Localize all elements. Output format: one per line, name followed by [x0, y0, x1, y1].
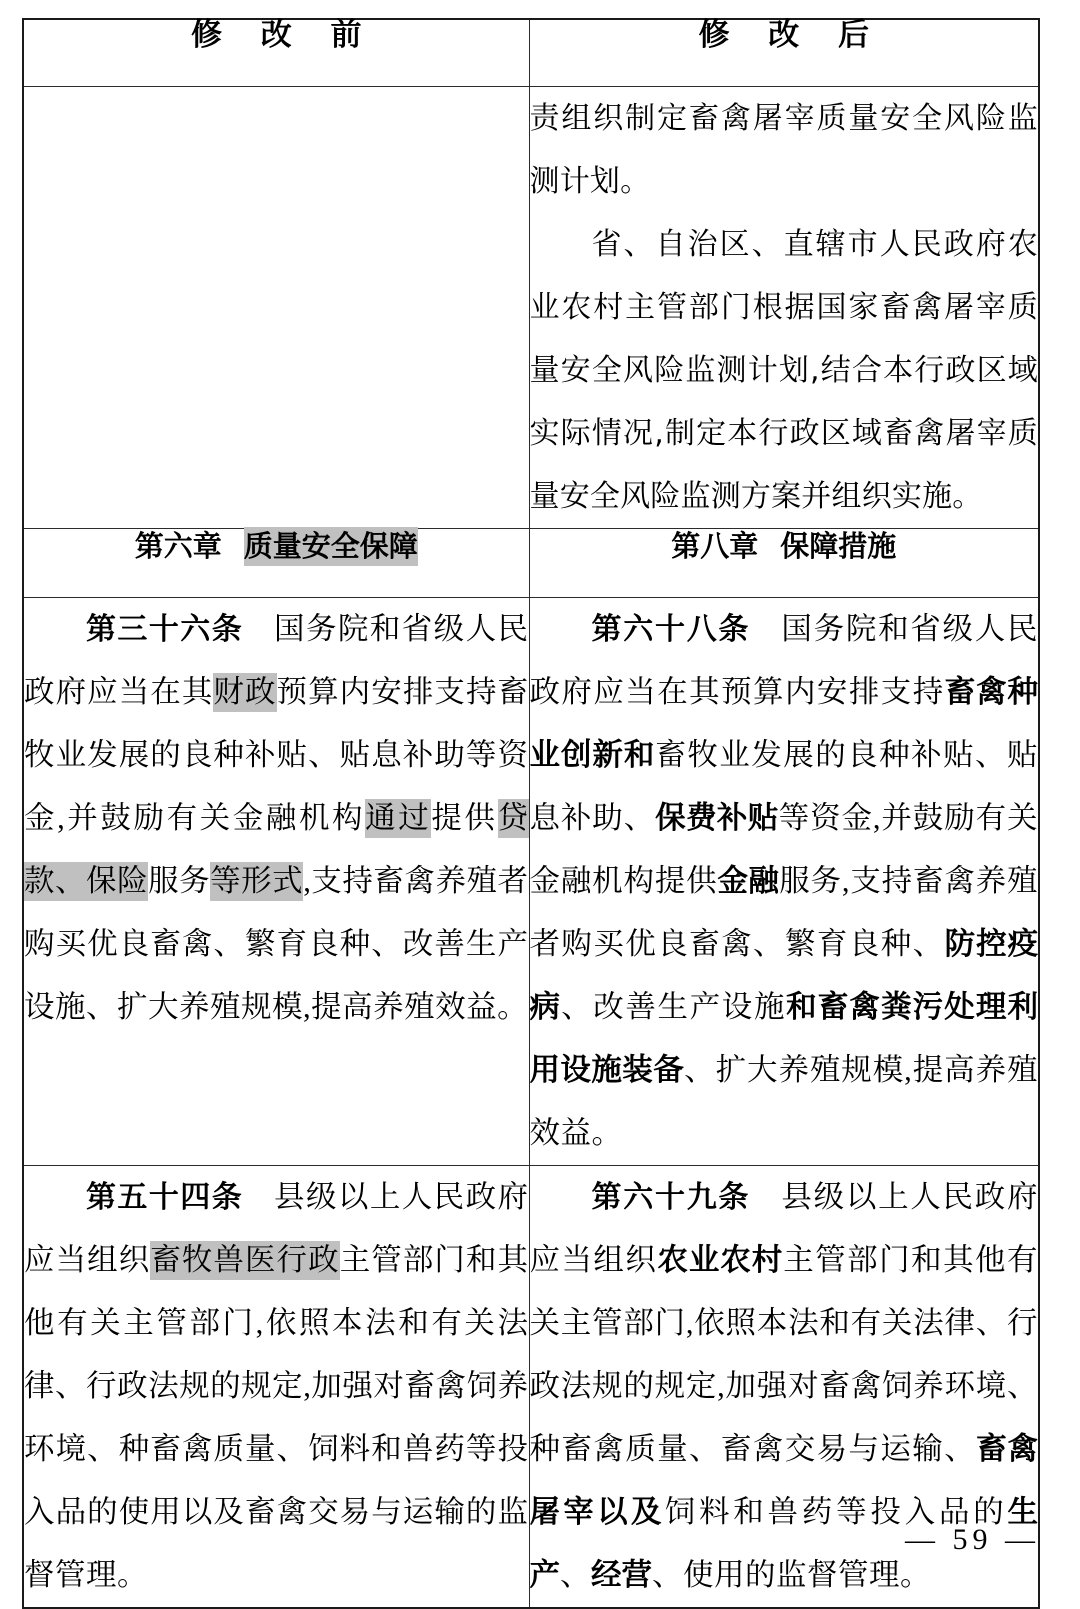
- text-run-highlight: 畜牧兽医行政: [150, 1241, 339, 1280]
- header-cell-after: [529, 19, 1039, 87]
- article-number: 第五十四条: [86, 1180, 244, 1215]
- text-run: ,支持畜禽养殖者购买优良畜禽、繁育良种、改善生产设施、扩大养殖规模,提高养殖效益。: [24, 864, 529, 1024]
- text-run: 服务,支持畜禽养殖者购买优良畜禽、繁育良种、: [529, 864, 1038, 961]
- text-run: 、使用的监督管理。: [652, 1558, 931, 1592]
- article-number: 第六十九条: [591, 1180, 751, 1215]
- page-number: — 59 —: [905, 1523, 1040, 1556]
- text-run: 国务院和省级人民政府应当在其预算内安排支持: [529, 612, 1039, 709]
- text-run-highlight: 通过: [365, 799, 431, 838]
- text-run: 、: [560, 1558, 591, 1592]
- text-run: 县级以上人民政府应当组织: [24, 1180, 529, 1277]
- text-run-new: 和畜禽粪污处理利用设施装备: [529, 990, 1039, 1088]
- text-run: 县级以上人民政府应当组织: [529, 1180, 1039, 1277]
- chapter-heading-after: [530, 529, 1039, 564]
- text-run: 主管部门和其他有关主管部门,依照本法和有关法律、行政法规的规定,加强对畜禽饲养环境、种畜禽质量、畜禽交易与运输、: [529, 1243, 1039, 1466]
- text-run-new: 保费补贴: [655, 801, 779, 836]
- cell-after-article-68: [529, 598, 1039, 1166]
- comparison-table: [22, 18, 1040, 1609]
- cell-before-article-36: [23, 598, 529, 1166]
- paragraph: [530, 598, 1039, 1165]
- text-run-new: 生产: [529, 1495, 1039, 1593]
- text-run-highlight: 等形式: [210, 862, 303, 901]
- text-run: 主管部门和其他有关主管部门,依照本法和有关法律、行政法规的规定,加强对畜禽饲养环境、种畜禽质量、饲料和兽药等投入品的使用以及畜禽交易与运输的监督管理。: [24, 1243, 529, 1592]
- text-run: 提供: [431, 801, 498, 835]
- text-run-highlight: 财政: [213, 673, 276, 712]
- chapter-label: 第六章: [134, 529, 222, 563]
- article-number: 第三十六条: [86, 612, 244, 647]
- text-run: 畜牧业发展的良种补贴、贴息补助、: [529, 738, 1039, 835]
- paragraph: [24, 598, 529, 1039]
- text-run: 饲料和兽药等投入品的: [664, 1495, 1008, 1529]
- cell-before-chapter: [23, 529, 529, 598]
- chapter-heading-before: [24, 529, 529, 564]
- cell-after-chapter: [529, 529, 1039, 598]
- paragraph: 省、自治区、直辖市人民政府农业农村主管部门根据国家畜禽屠宰质量安全风险监测计划,结合本行政区域实际情况,制定本行政区域畜禽屠宰质量安全风险监测方案并组织实施。: [529, 227, 1038, 514]
- text-run: 、改善生产设施: [561, 990, 787, 1024]
- table-row-chapter: [23, 529, 1039, 598]
- table-header-row: [23, 19, 1039, 87]
- chapter-title: 保障措施: [780, 529, 897, 563]
- chapter-title: 质量安全保障: [244, 527, 418, 566]
- paragraph: 责组织制定畜禽屠宰质量安全风险监测计划。: [529, 101, 1038, 199]
- header-cell-before: [23, 19, 529, 87]
- text-run-new: 经营: [591, 1558, 652, 1593]
- text-run: 国务院和省级人民政府应当在其: [24, 612, 529, 709]
- header-label-after: 修 改 后: [698, 17, 884, 53]
- text-run-new: 农业农村: [657, 1243, 784, 1278]
- cell-after-monitoring-plan: [529, 87, 1039, 529]
- text-run: 服务: [148, 864, 211, 898]
- text-run-new: 防控疫病: [529, 927, 1039, 1025]
- article-number: 第六十八条: [591, 612, 751, 647]
- text-run-highlight: 贷款、保险: [24, 799, 529, 901]
- text-run-new: 金融: [717, 864, 780, 899]
- table-row: [23, 598, 1039, 1166]
- comparison-table-body: [23, 19, 1039, 1608]
- text-run: 、扩大养殖规模,提高养殖效益。: [529, 1053, 1039, 1150]
- text-run: 预算内安排支持畜牧业发展的良种补贴、贴息补助等资金,并鼓励有关金融机构: [24, 675, 529, 835]
- text-run: 等资金,并鼓励有关金融机构提供: [529, 801, 1038, 898]
- header-label-before: 修 改 前: [190, 17, 376, 53]
- table-row: [23, 87, 1039, 529]
- chapter-label: 第八章: [671, 529, 759, 563]
- cell-before-monitoring-plan: [23, 87, 529, 529]
- text-run-new: 畜禽屠宰以及: [529, 1432, 1039, 1530]
- text-run-new: 畜禽种业创新和: [529, 675, 1039, 773]
